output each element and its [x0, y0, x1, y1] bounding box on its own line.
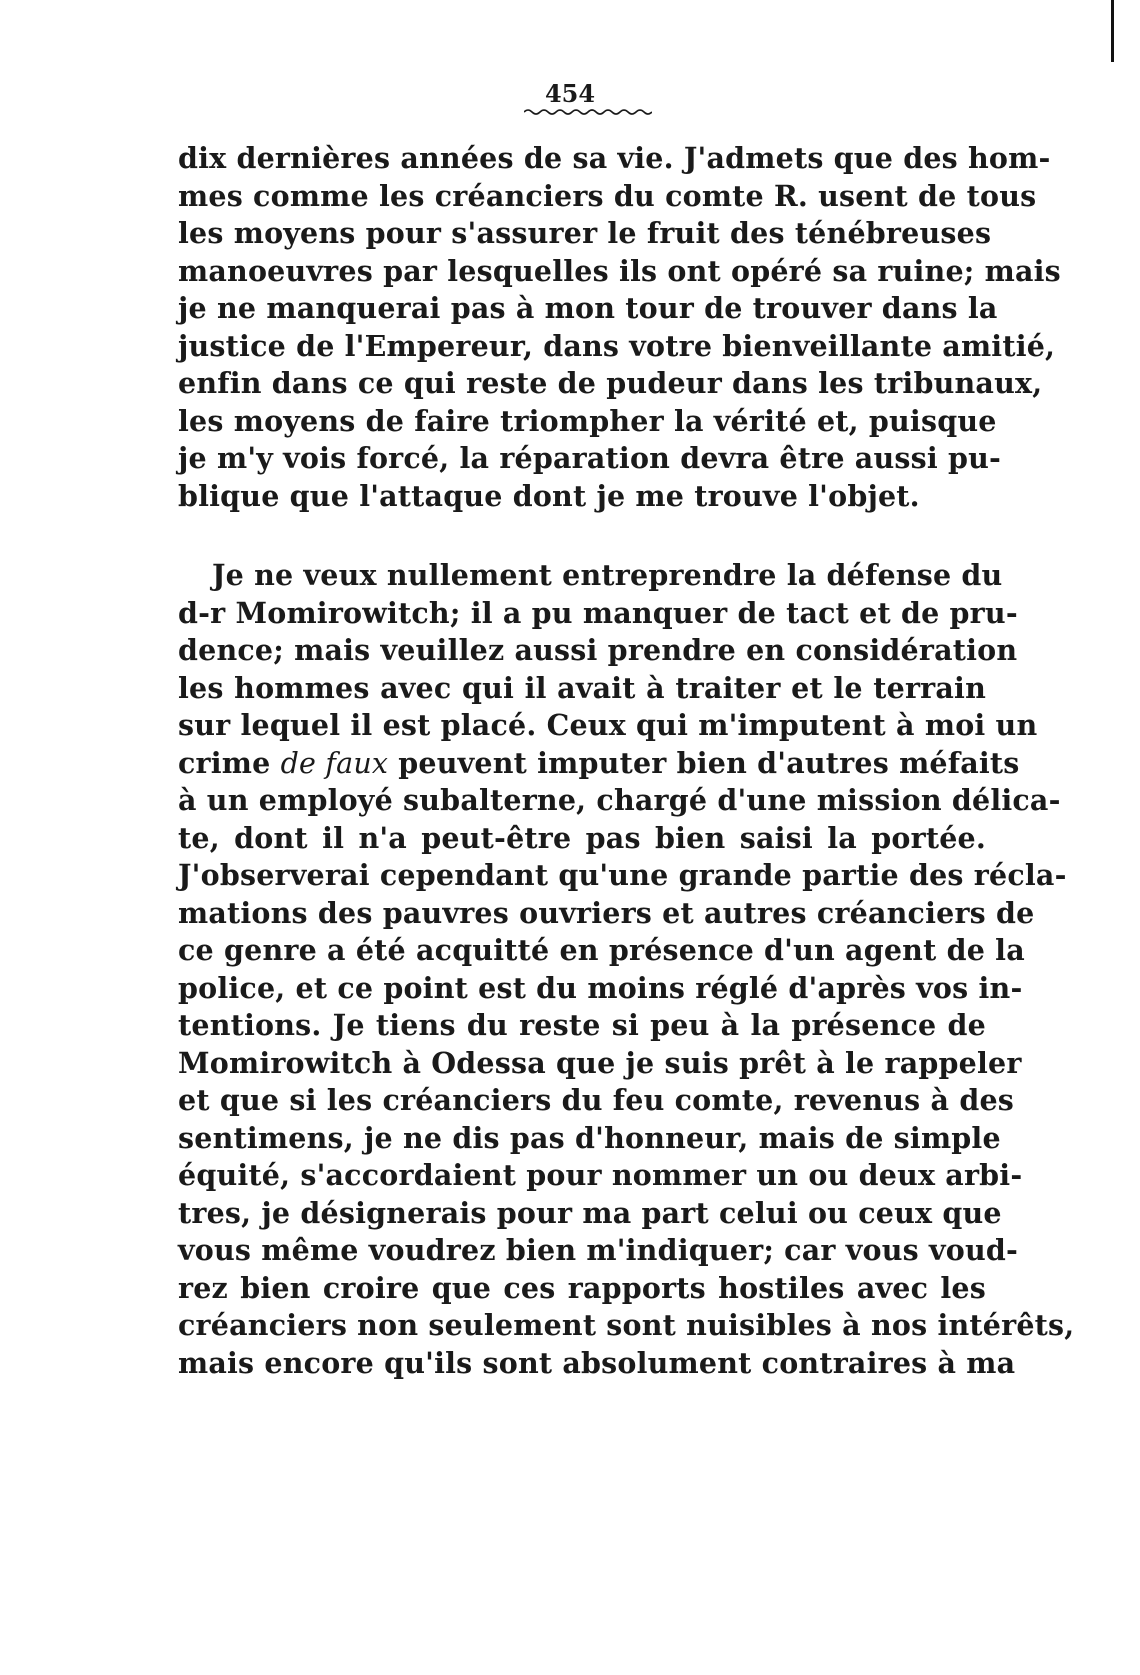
paragraph — [178, 140, 1061, 515]
text-line: manoeuvres par lesquelles ils ont opéré sa ruine; mais — [178, 253, 1061, 288]
text-line: rez bien croire que ces rapports hostiles avec les — [178, 1270, 986, 1305]
text-line: Momirowitch à Odessa que je suis prêt à le rappeler — [178, 1045, 1022, 1080]
paragraph-gap — [178, 515, 986, 557]
page-number: 454 — [544, 79, 596, 108]
italic-phrase: de faux — [280, 746, 389, 780]
scan-edge-mark — [1111, 0, 1114, 62]
text-line: sur lequel il est placé. Ceux qui m'imputent à moi un — [178, 708, 1038, 742]
text-line: Je ne veux nullement entreprendre la défense du — [212, 558, 1003, 592]
text-line: mes comme les créanciers du comte R. usent de tous — [178, 178, 1037, 213]
text-line: dence; mais veuillez aussi prendre en considération — [178, 633, 1018, 667]
text-line: blique que l'attaque dont je me trouve l'objet. — [178, 478, 920, 513]
text-line: je ne manquerai pas à mon tour de trouver dans la — [178, 291, 998, 325]
text-line: mais encore qu'ils sont absolument contraires à ma — [178, 1345, 1016, 1380]
text-line: les hommes avec qui il avait à traiter et le terrain — [178, 670, 986, 705]
text-line: enfin dans ce qui reste de pudeur dans les tribunaux, — [178, 366, 1043, 400]
text-line: à un employé subalterne, chargé d'une mission délica- — [178, 783, 1061, 817]
text-line: et que si les créanciers du feu comte, revenus à des — [178, 1083, 1015, 1117]
paragraph — [178, 557, 1075, 1382]
text-line: tres, je désignerais pour ma part celui ou ceux que — [178, 1195, 1002, 1230]
text-line: vous même voudrez bien m'indiquer; car vous voud- — [178, 1233, 1019, 1267]
text-line: sentimens, je ne dis pas d'honneur, mais de simple — [178, 1120, 1001, 1155]
body-text — [178, 140, 1075, 1382]
text-line: ce genre a été acquitté en présence d'un agent de la — [178, 933, 1025, 967]
text-line: je m'y vois forcé, la réparation devra être aussi pu- — [178, 441, 1002, 475]
text-line: dix dernières années de sa vie. J'admets que des hom- — [178, 141, 1051, 175]
text-line: police, et ce point est du moins réglé d'après vos in- — [178, 970, 1023, 1005]
text-line: les moyens pour s'assurer le fruit des ténébreuses — [178, 216, 992, 250]
text-line: les moyens de faire triompher la vérité et, puisque — [178, 403, 997, 438]
text-line: mations des pauvres ouvriers et autres créanciers de — [178, 895, 1035, 930]
text-line: équité, s'accordaient pour nommer un ou deux arbi- — [178, 1158, 1023, 1192]
text-line: justice de l'Empereur, dans votre bienveillante amitié, — [178, 328, 1056, 363]
text-line: d-r Momirowitch; il a pu manquer de tact et de pru- — [178, 595, 1018, 630]
text-line: créanciers non seulement sont nuisibles à nos intérêts, — [178, 1308, 1075, 1342]
text-line: tentions. Je tiens du reste si peu à la présence de — [178, 1008, 986, 1042]
text-line: J'observerai cependant qu'une grande partie des récla- — [178, 858, 1067, 892]
page-number-wavy-rule — [524, 108, 652, 116]
text-line: crime de faux peuvent imputer bien d'autres méfaits — [178, 745, 1020, 780]
text-line: te, dont il n'a peut-être pas bien saisi la portée. — [178, 820, 986, 855]
